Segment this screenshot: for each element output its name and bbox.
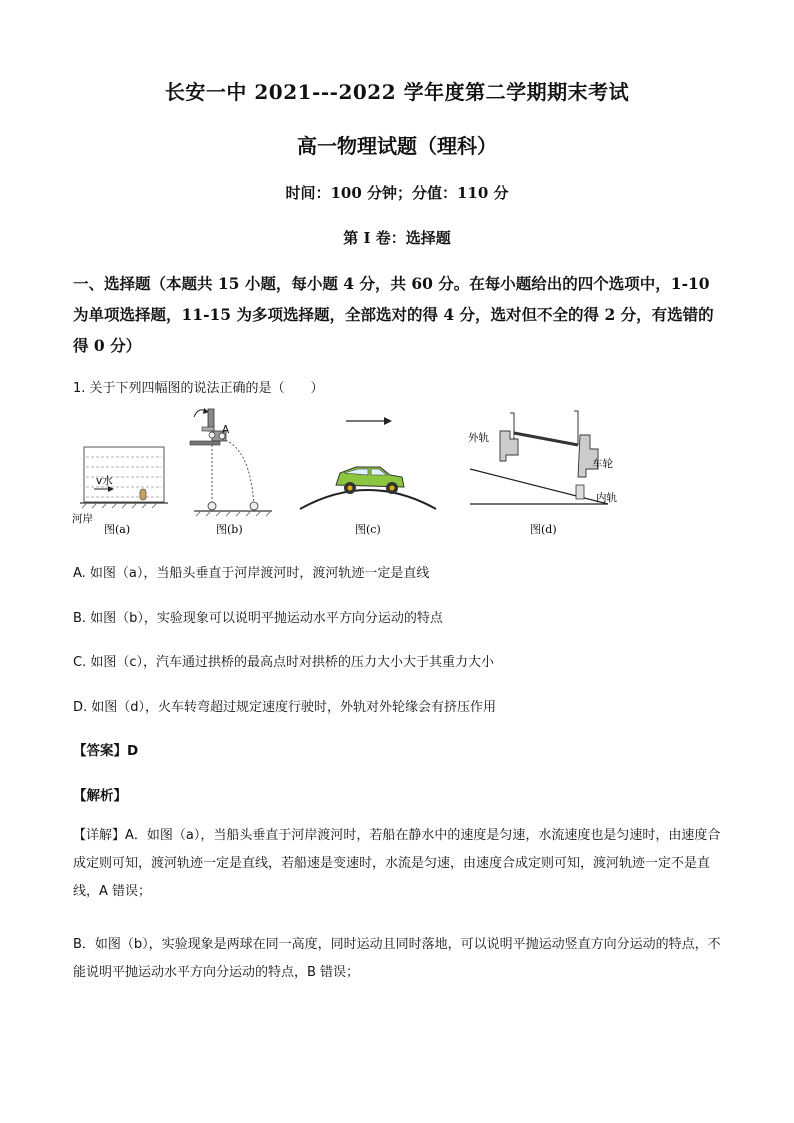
figure-a-bank-label: 河岸: [72, 513, 93, 525]
analysis-tag: 【解析】: [73, 788, 127, 804]
option-a: A. 如图（a），当船头垂直于河岸渡河时，渡河轨迹一定是直线: [73, 566, 430, 581]
figure-c-car-bridge: [300, 417, 436, 536]
figure-b-apparatus: [190, 408, 272, 536]
figure-c-caption: 图(c): [355, 523, 381, 536]
answer-line: [73, 739, 138, 759]
exam-title: 长安一中 2021---2022 学年度第二学期期末考试: [164, 80, 630, 104]
answer-value: D: [127, 743, 139, 759]
figure-a-river: [72, 447, 168, 536]
figure-d-rail-turn: [468, 411, 617, 536]
figure-d-outer-label: 外轨: [468, 432, 489, 444]
boat-icon: [140, 489, 146, 500]
option-d: D. 如图（d），火车转弯超过规定速度行驶时，外轨对外轮缘会有挤压作用: [73, 700, 497, 715]
detail-paragraph-1: 【详解】A．如图（a），当船头垂直于河岸渡河时，若船在静水中的速度是匀速，水流速度也是匀速时，由速度合成定则可知，渡河轨迹一定是直线，若船速是变速时，水流是匀速，由速度合成定则可知，渡河轨迹一定不是直线，A 错误；: [73, 828, 721, 899]
question-1-figures: [72, 405, 638, 545]
figure-d-inner-label: 内轨: [596, 492, 617, 504]
figure-d-wheel-label: 车轮: [592, 458, 613, 470]
volume-heading: 第 I 卷：选择题: [343, 229, 451, 247]
section-instructions: 一、选择题（本题共 15 小题，每小题 4 分，共 60 分。在每小题给出的四个选项中，1-10 为单项选择题，11-15 为多项选择题，全部选对的得 4 分，选对但不全的得 2 分，有选错的得 0 分）: [73, 274, 714, 355]
option-b: B. 如图（b），实验现象可以说明平抛运动水平方向分运动的特点: [73, 611, 443, 626]
exam-meta: 时间：100 分钟；分值：110 分: [285, 184, 509, 202]
figure-d-caption: 图(d): [530, 523, 557, 536]
detail-paragraph-2: B．如图（b），实验现象是两球在同一高度，同时运动且同时落地，可以说明平抛运动竖直方向分运动的特点，不能说明平抛运动水平方向分运动的特点，B 错误；: [73, 937, 721, 980]
question-1-stem: 1. 关于下列四幅图的说法正确的是（ ）: [73, 381, 324, 396]
figure-a-water-label: v水: [96, 475, 113, 487]
answer-tag: 【答案】: [73, 743, 127, 759]
figure-a-caption: 图(a): [104, 523, 131, 536]
figure-b-point-label: A: [222, 424, 230, 436]
option-c: C. 如图（c），汽车通过拱桥的最高点时对拱桥的压力大小大于其重力大小: [73, 655, 494, 670]
exam-subtitle: 高一物理试题（理科）: [297, 134, 497, 158]
figure-b-caption: 图(b): [216, 523, 243, 536]
